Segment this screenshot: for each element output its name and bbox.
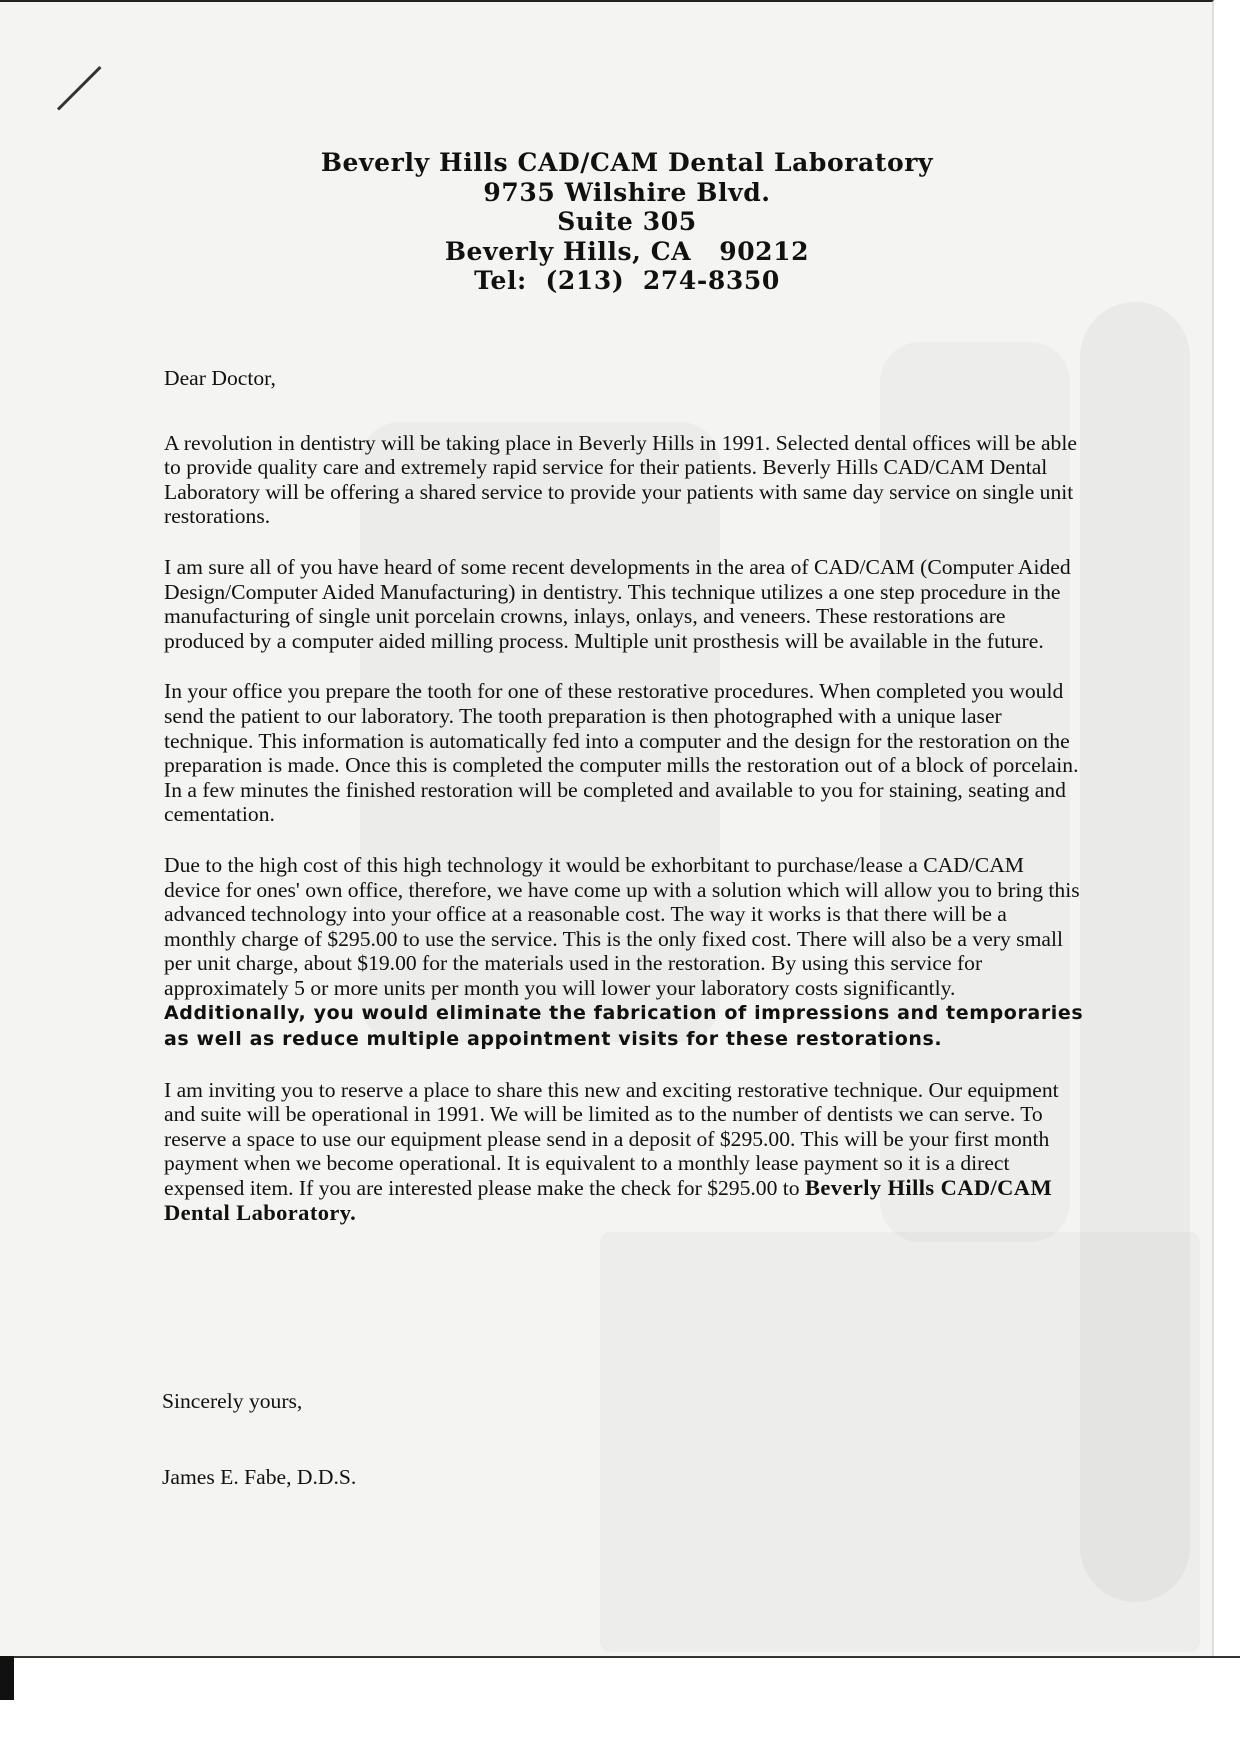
- closing: Sincerely yours,: [162, 1389, 303, 1413]
- telephone: Tel: (213) 274-8350: [474, 266, 780, 295]
- paragraph-2: I am sure all of you have heard of some recent developments in the area of CAD/CAM (Computer Aided Design/Computer Aided Manufacturing) in dentistry. This technique utilizes a one step procedure in the manufacturing of single unit porcelain crowns, inlays, onlays, and veneers. These restorations are produced by a computer aided milling process. Multiple unit prosthesis will be available in the future.: [164, 554, 1071, 653]
- paragraph-5-emphasis: Beverly Hills CAD/CAM Dental Laboratory.: [164, 1175, 1053, 1225]
- paragraph-1: A revolution in dentistry will be taking place in Beverly Hills in 1991. Selected dental offices will be able to provide quality care and extremely rapid service for their patients. Beverly Hills CAD/CAM Dental Laboratory will be offering a shared service to provide your patients with same day service on single unit restorations.: [164, 430, 1077, 529]
- signature-name: James E. Fabe, D.D.S.: [162, 1465, 357, 1489]
- paragraph-5-text: I am inviting you to reserve a place to share this new and exciting restorative technique. Our equipment and suite will be operational in 1991. We will be limited as to the number of dentists we can serve. To reserve a space to use our equipment please send in a deposit of $295.00. This will be your first month payment when we become operational. It is equivalent to a monthly lease payment so it is a direct expensed item. If you are interested please make the check for $295.00 to: [164, 1077, 1059, 1201]
- scan-edge-mark: [0, 1656, 14, 1700]
- paragraph-3: In your office you prepare the tooth for one of these restorative procedures. When completed you would send the patient to our laboratory. The tooth preparation is then photographed with a unique laser technique. This information is automatically fed into a computer and the design for the restoration on the preparation is made. Once this is completed the computer mills the restoration out of a block of porcelain. In a few minutes the finished restoration will be completed and available to you for staining, seating and cementation.: [164, 679, 1079, 827]
- pen-mark-icon: [57, 66, 102, 111]
- letterhead: [0, 148, 1214, 296]
- city-state-zip: Beverly Hills, CA 90212: [444, 236, 810, 266]
- greeting: Dear Doctor,: [164, 366, 276, 390]
- letter-body: [164, 366, 1084, 1251]
- address-line-2: Suite 305: [557, 207, 697, 236]
- bleed-through-shadow: [600, 1232, 1200, 1652]
- lab-name: Beverly Hills CAD/CAM Dental Laboratory: [320, 148, 934, 177]
- scan-bottom-margin: [0, 1656, 1240, 1756]
- address-line-1: 9735 Wilshire Blvd.: [483, 177, 771, 207]
- paragraph-4-emphasis: Additionally, you would eliminate the fabrication of impressions and temporaries as well as reduce multiple appointment visits for these restorations.: [164, 1002, 1084, 1051]
- paragraph-4: [164, 853, 1084, 1052]
- paragraph-5: [164, 1078, 1084, 1226]
- paragraph-4-text: Due to the high cost of this high technology it would be exhorbitant to purchase/lease a CAD/CAM device for ones' own office, therefore, we have come up with a solution which will allow you to bring this advanced technology into your office at a reasonable cost. The way it works is that there will be a monthly charge of $295.00 to use the service. This is the only fixed cost. There will also be a very small per unit charge, about $19.00 for the materials used in the restoration. By using this service for approximately 5 or more units per month you will lower your laboratory costs significantly.: [164, 852, 1080, 1000]
